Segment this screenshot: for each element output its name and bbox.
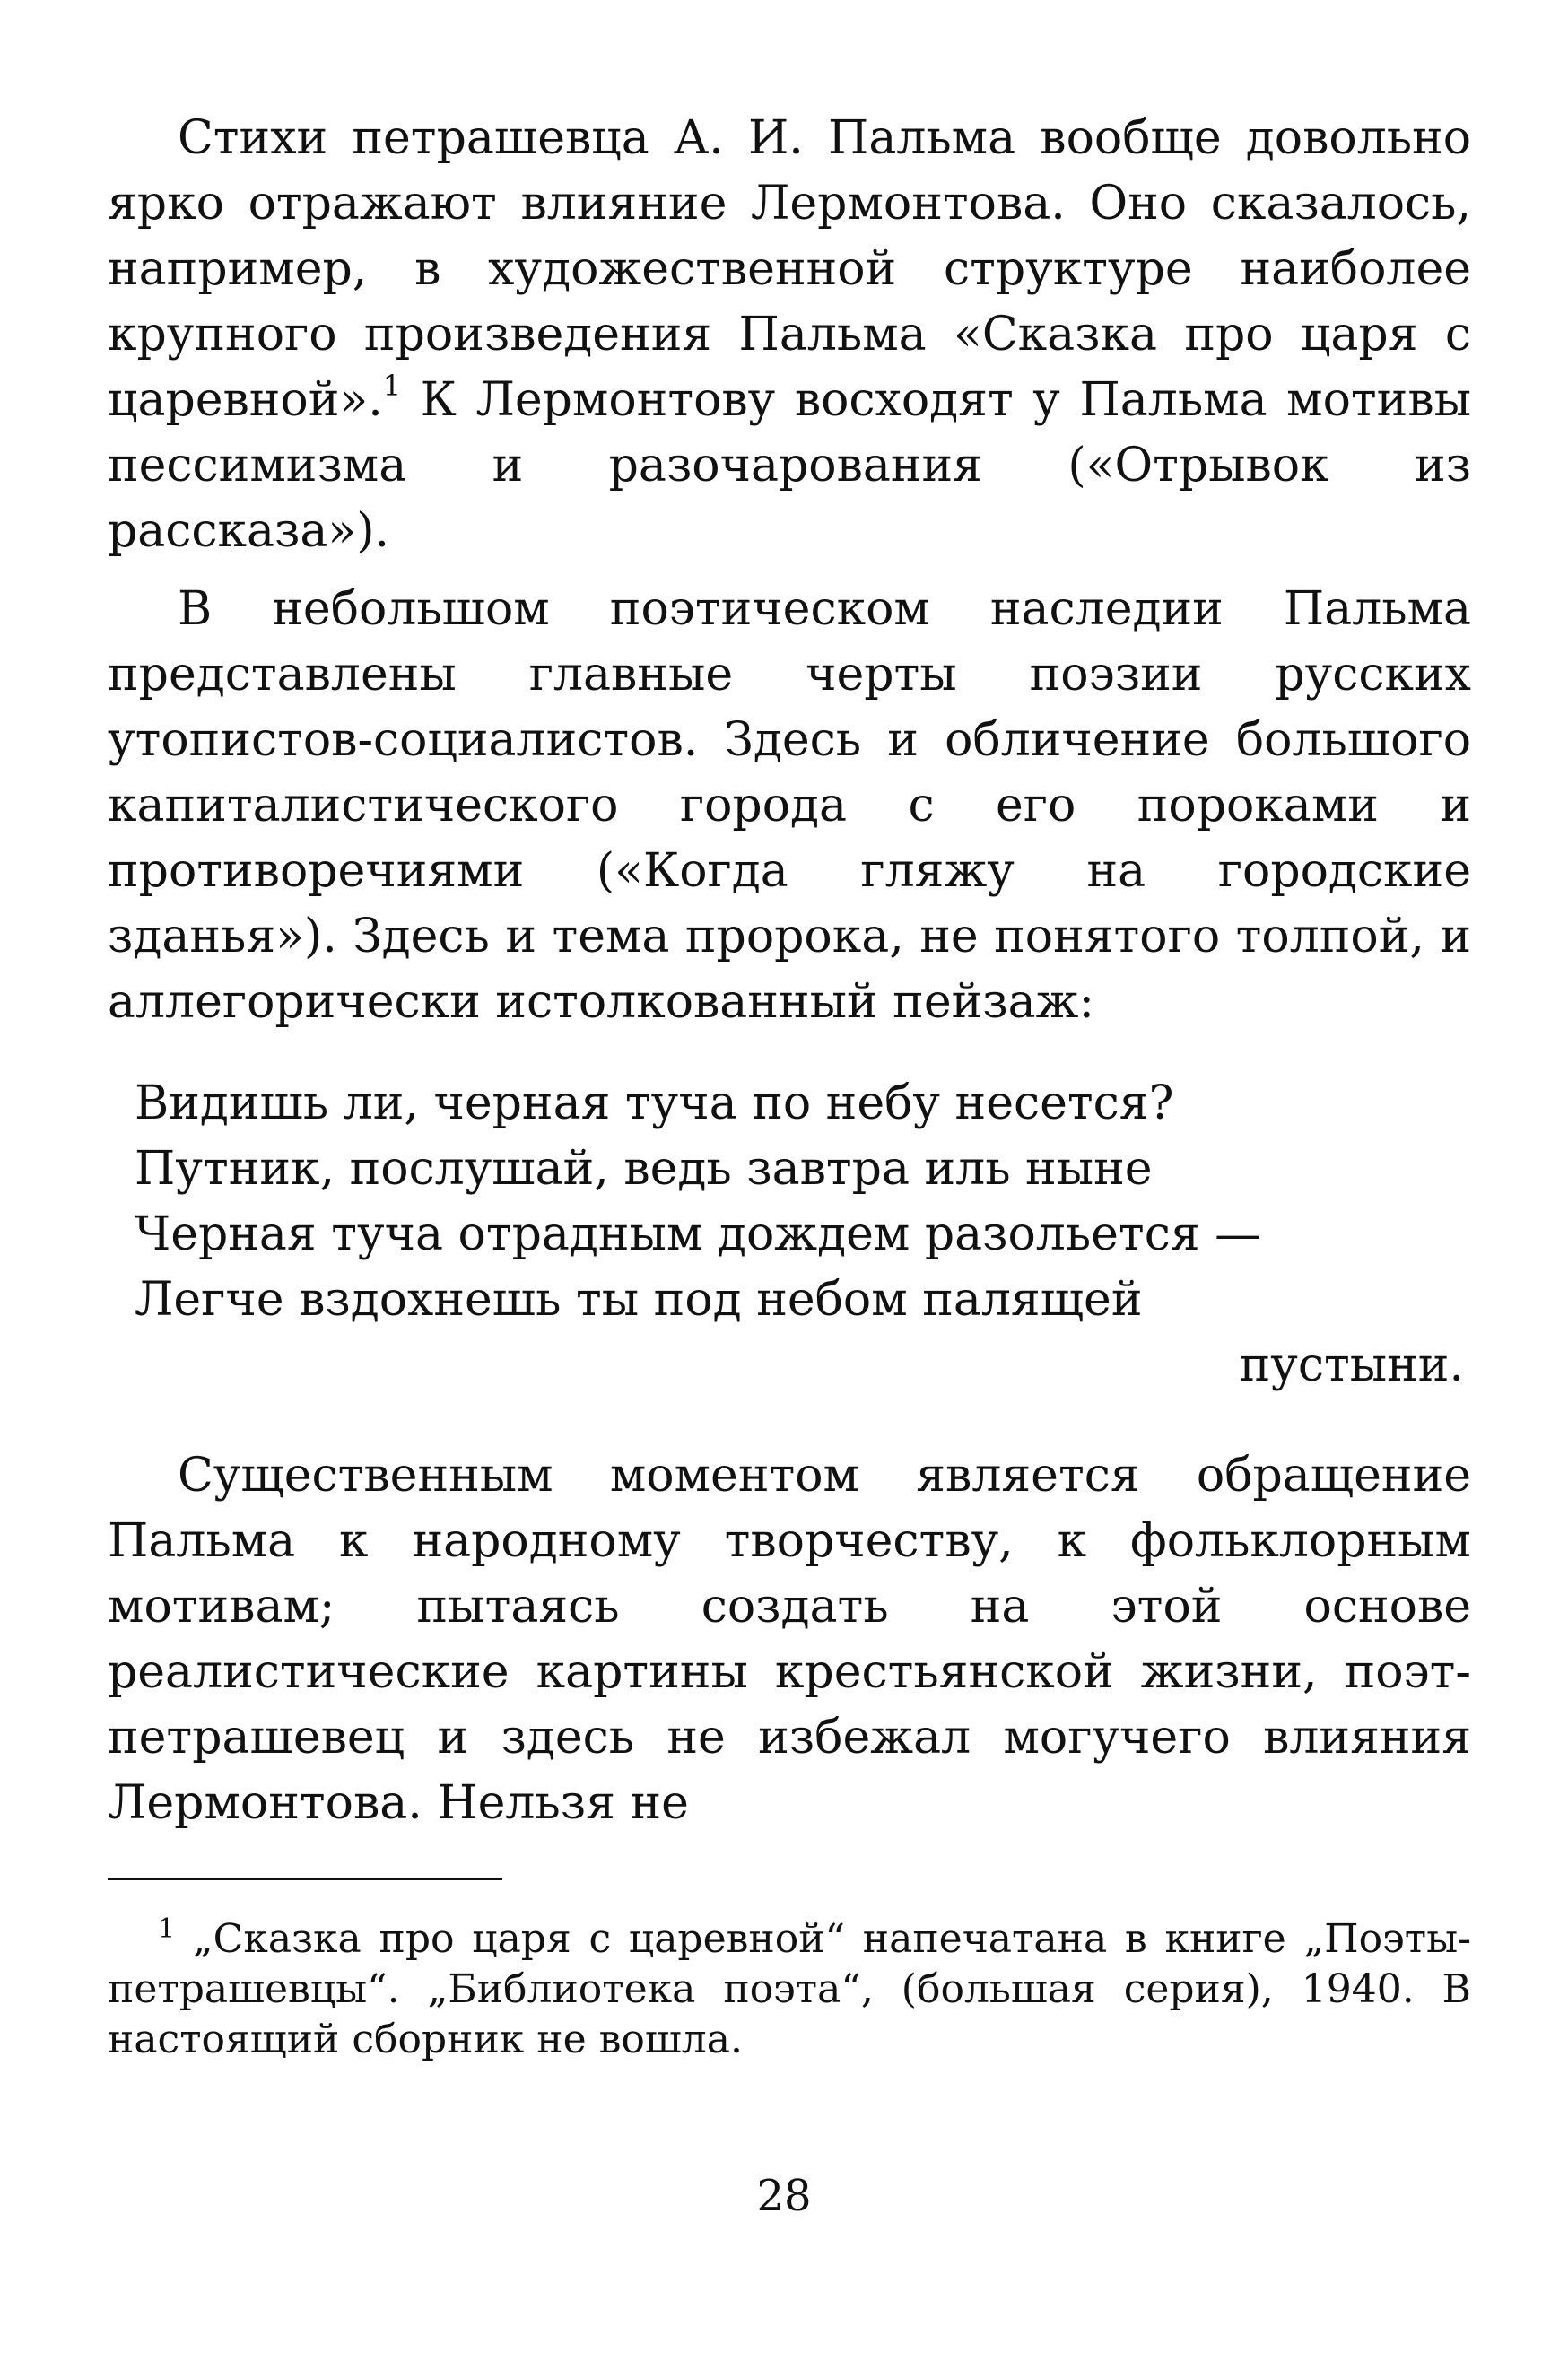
footnote — [108, 1914, 1471, 2065]
page-number: 28 — [756, 2171, 812, 2221]
verse-line-2: Путник, послушай, ведь завтра иль ныне — [135, 1142, 1153, 1196]
verse-line-3: Черная туча отрадным дождем разольется — — [135, 1207, 1262, 1261]
paragraph-2: В небольшом поэтическом наследии Пальма представлены главные черты поэзии русских утопистов-социалистов. Здесь и обличение большого капиталистического города с его пороками и противоречиями («Когда гляжу на городские зданья»). Здесь и тема пророка, не понятого толпой, и аллегорически истолкованный пейзаж: — [108, 582, 1471, 1029]
verse-line-1: Видишь ли, черная туча по небу несется? — [135, 1076, 1174, 1130]
verse-line-4: Легче вздохнешь ты под небом палящей — [135, 1273, 1143, 1327]
paragraph-1-text-b: К Лермонтову восходят у Пальма мотивы пессимизма и разочарования («Отрывок из рассказа»). — [108, 373, 1471, 558]
footnote-text: „Сказка про царя с царевной“ напечатана в книге „Поэты-петрашевцы“. „Библиотека поэта“, (большая серия), 1940. В настоящий сборник не вошла. — [108, 1916, 1471, 2062]
footnote-separator — [108, 1878, 502, 1880]
paragraph-3: Существенным моментом является обращение Пальма к народному творчеству, к фольклорным мотивам; пытаясь создать на этой основе реалистические картины крестьянской жизни, поэт-петрашевец и здесь не избежал могучего влияния Лермонтова. Нельзя не — [108, 1449, 1471, 1830]
paragraph-1 — [108, 106, 1471, 564]
footnote-reference-mark: 1 — [382, 369, 402, 403]
verse-line-5: пустыни. — [1239, 1338, 1464, 1392]
verse-quote — [135, 1071, 1471, 1399]
paragraph-1-text-a: Стихи петрашевца А. И. Пальма вообще довольно ярко отражают влияние Лермонтова. Оно сказалось, например, в художественной структуре наиболее крупного произведения Пальма «Сказка про царя с царевной». — [108, 111, 1471, 427]
footnote-mark: 1 — [158, 1913, 176, 1945]
page-body — [108, 106, 1471, 2104]
